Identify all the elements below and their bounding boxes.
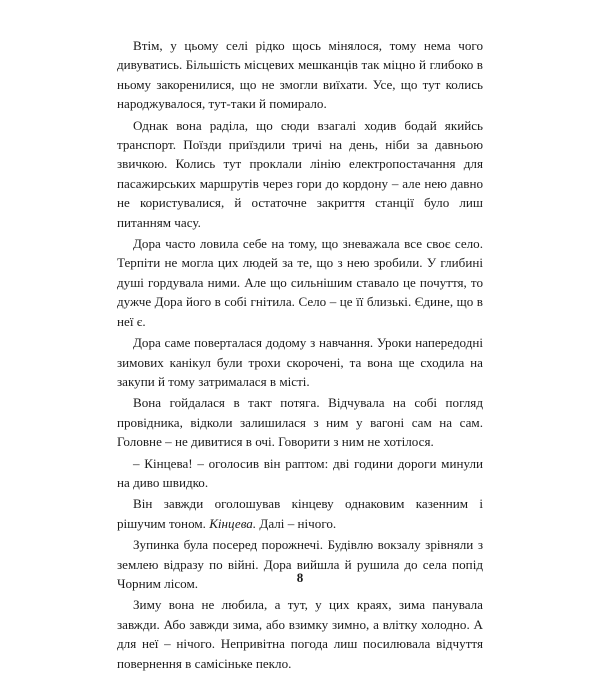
- paragraph-with-emphasis: [117, 494, 483, 533]
- paragraph: Зупинка була посеред порожнечі. Будівлю вокзалу зрівняли з землею відразу по війні. Дора вийшла й рушила до села попід Чорним лісом.: [117, 537, 483, 591]
- paragraph: Втім, у цьому селі рідко щось мінялося, тому нема чого дивуватись. Більшість місцевих мешканців так міцно й глибоко в ньому закоренилися, що не змогли виїхати. Усе, що тут колись народжувалося, тут-таки й помирало.: [117, 38, 483, 112]
- paragraph: Дора саме поверталася додому з навчання. Уроки напередодні зимових канікул були трохи скорочені, та вона ще сходила на закупи й тому затрималася в місті.: [117, 335, 483, 389]
- paragraph-text: Він завжди оголошував кінцеву однаковим казенним і рішучим тоном.: [117, 496, 483, 531]
- page-number: 8: [296, 570, 304, 585]
- paragraph: Дора часто ловила себе на тому, що зневажала все своє село. Терпіти не могла цих людей за те, що з нею зробили. У глибині душі гордувала ними. Але що сильнішим ставало це почуття, то дужче Дора його в собі гнітила. Село – це її близькі. Єдине, що в неї є.: [117, 236, 483, 329]
- paragraph: Однак вона раділа, що сюди взагалі ходив бодай якийсь транспорт. Поїзди приїздили тричі на день, ніби за давньою звичкою. Колись тут проклали лінію електропостачання для пасажирських маршрутів через гори до кордону – але нею давно не користувалися, й остаточне закриття станції було лиш питанням часу.: [117, 117, 483, 230]
- paragraph-text: Далі – нічого.: [256, 515, 337, 531]
- paragraph: Вона гойдалася в такт потяга. Відчувала на собі погляд провідника, відколи залишилася з ним у вагоні сам на сам. Головне – не дивитися в очі. Говорити з ним не хотілося.: [117, 395, 483, 450]
- paragraph: Зиму вона не любила, а тут, у цих краях, зима панувала завжди. Або завжди зима, або взимку зимно, а влітку холодно. А для неї – нічого. Непривітна погода лиш посилювала відчуття повернення в самісіньке пекло.: [117, 597, 483, 671]
- paragraph: – Кінцева! – оголосив він раптом: дві години дороги минули на диво швидко.: [117, 455, 483, 490]
- emphasized-word: Кінцева.: [209, 515, 257, 531]
